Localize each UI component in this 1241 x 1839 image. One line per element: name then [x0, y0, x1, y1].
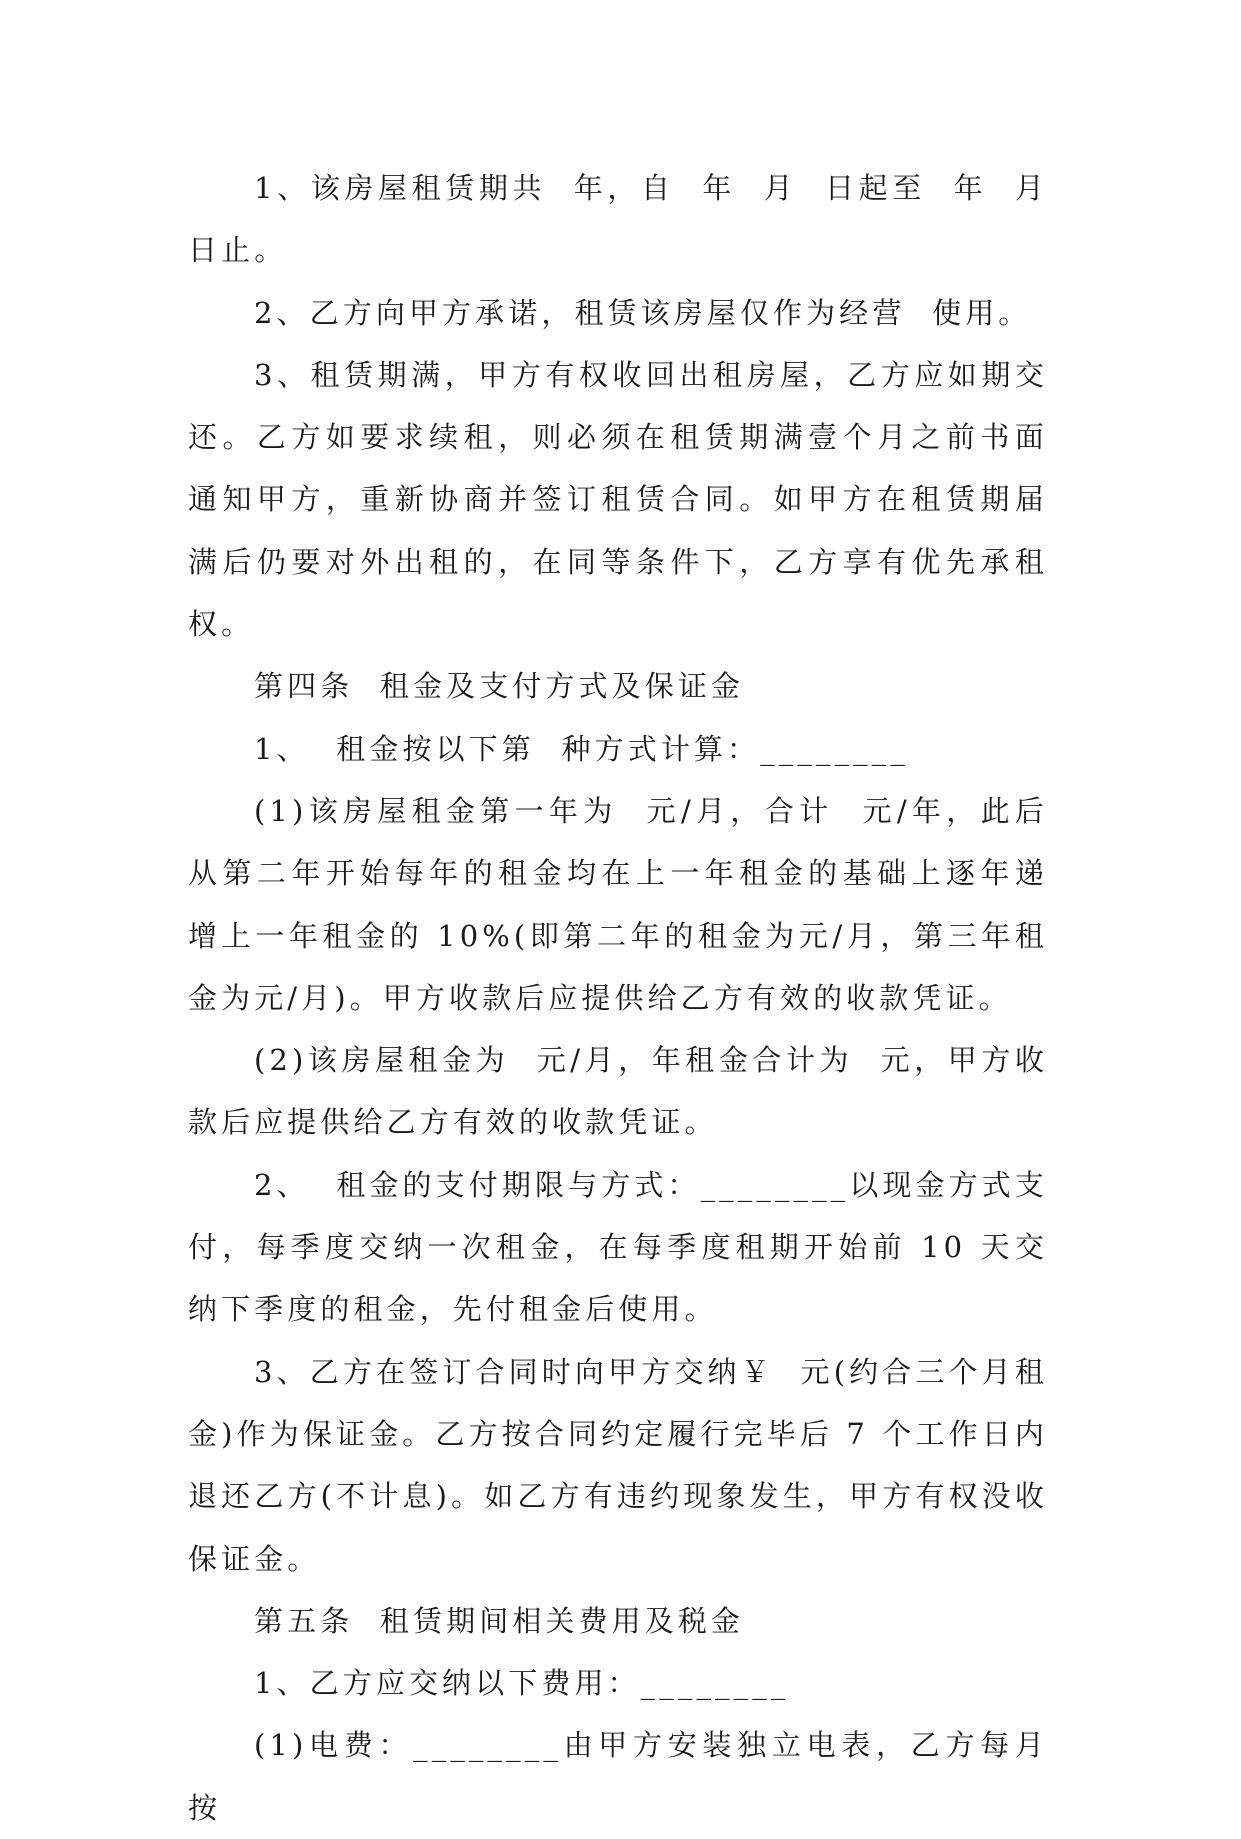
- article-five-heading: 第五条 租赁期间相关费用及税金: [254, 1603, 745, 1638]
- fees-clause: 1、乙方应交纳以下费用：________: [254, 1666, 790, 1701]
- electricity-fee-clause: (1)电费：________由甲方安装独立电表，乙方每月按: [188, 1728, 1048, 1825]
- deposit-clause: 3、乙方在签订合同时向甲方交纳￥ 元(约合三个月租金)作为保证金。乙方按合同约定履行完毕后 7 个工作日内退还乙方(不计息)。如乙方有违约现象发生，甲方有权没收保证金。: [188, 1354, 1048, 1576]
- lease-renewal-clause: 3、租赁期满，甲方有权收回出租房屋，乙方应如期交还。乙方如要求续租，则必须在租赁期满壹个月之前书面通知甲方，重新协商并签订租赁合同。如甲方在租赁期届满后仍要对外出租的，在同等条件下，乙方享有优先承租权。: [188, 357, 1048, 642]
- rent-option-one: (1)该房屋租金第一年为 元/月，合计 元/年，此后从第二年开始每年的租金均在上一年租金的基础上逐年递增上一年租金的 10%(即第二年的租金为元/月，第三年租金为元/月)。甲方收款后应提供给乙方有效的收款凭证。: [188, 793, 1048, 1015]
- usage-commitment-clause: 2、乙方向甲方承诺，租赁该房屋仅作为经营 使用。: [254, 295, 1032, 330]
- document-body: [188, 157, 1075, 1839]
- rent-calculation-clause: 1、 租金按以下第 种方式计算：________: [254, 731, 909, 766]
- rent-option-two: (2)该房屋租金为 元/月，年租金合计为 元，甲方收款后应提供给乙方有效的收款凭证。: [188, 1043, 1048, 1140]
- lease-term-clause: 1、该房屋租赁期共 年，自 年 月 日起至 年 月 日止。: [188, 171, 1075, 268]
- payment-terms-clause: 2、 租金的支付期限与方式：________以现金方式支付，每季度交纳一次租金，在每季度租期开始前 10 天交纳下季度的租金，先付租金后使用。: [188, 1167, 1048, 1327]
- article-four-heading: 第四条 租金及支付方式及保证金: [254, 669, 745, 704]
